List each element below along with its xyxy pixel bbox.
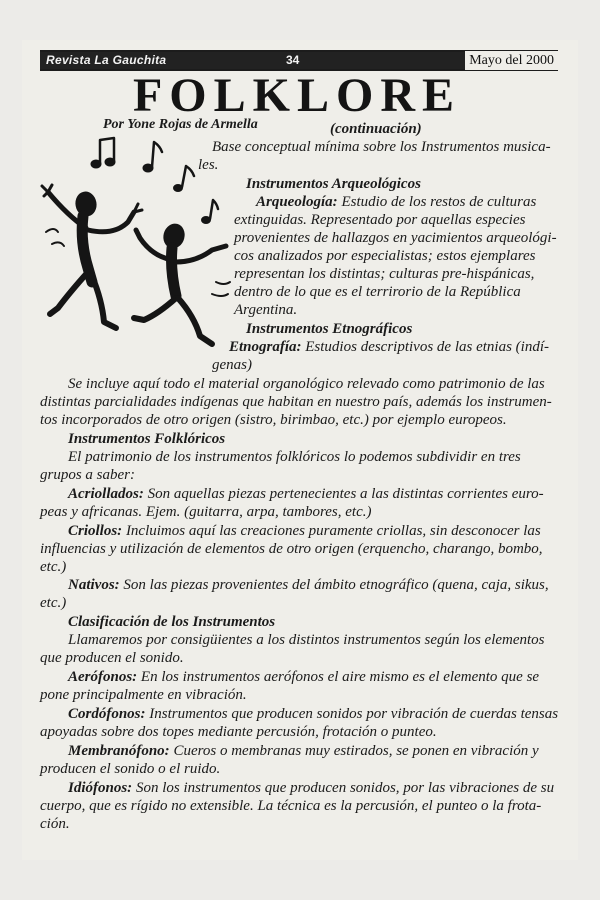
criollos-definition: Criollos: Incluimos aquí las creaciones puramente criollas, sin desconocer las — [68, 523, 541, 539]
body-line: Se incluye aquí todo el material organológico relevado como patrimonio de las — [68, 376, 545, 392]
music-note-icon — [174, 166, 195, 192]
body-line: influencias y utilización de elementos de otro origen (erquencho, charango, bombo, — [40, 541, 543, 557]
article-author: Por Yone Rojas de Armella — [103, 117, 258, 132]
issue-date: Mayo del 2000 — [465, 51, 558, 70]
body-line: ción. — [40, 816, 70, 832]
page-number: 34 — [286, 53, 300, 67]
term-arqueologia: Arqueología: — [256, 194, 338, 210]
membranofono-definition: Membranófono: Cueros o membranas muy estirados, se ponen en vibración y — [68, 743, 539, 759]
dancer-figure-left — [42, 185, 142, 328]
section-heading-clasificacion: Clasificación de los Instrumentos — [68, 614, 276, 630]
body-line: genas) — [212, 357, 252, 373]
idiofonos-definition: Idiófonos: Son los instrumentos que producen sonidos, por las vibraciones de su — [68, 780, 555, 796]
body-line: cuerpo, que es rígido no extensible. La técnica es la percusión, el punteo o la frota- — [40, 798, 542, 814]
body-line: provenientes de hallazgos en yacimientos arqueológi- — [234, 230, 557, 246]
dancer-figure-right — [134, 222, 226, 344]
nativos-definition: Nativos: Son las piezas provenientes del ámbito etnográfico (quena, caja, sikus, — [68, 577, 549, 593]
body-line: Argentina. — [234, 302, 298, 318]
article-title: FOLKLORE — [132, 69, 462, 122]
body-line: El patrimonio de los instrumentos folklóricos lo podemos subdividir en tres — [68, 449, 521, 465]
body-line: etc.) — [40, 595, 67, 611]
aerofonos-definition: Aerófonos: En los instrumentos aerófonos el aire mismo es el elemento que se — [68, 669, 540, 685]
body-line: distintas parcialidades indígenas que habitan en nuestro país, además los instrumen- — [40, 394, 552, 410]
term-nativos: Nativos: — [68, 577, 120, 593]
cordofonos-definition: Cordófonos: Instrumentos que producen sonidos por vibración de cuerdas tensas — [68, 706, 559, 722]
term-acriollados: Acriollados: — [68, 486, 144, 502]
term-etnografia: Etnografía: — [229, 339, 302, 355]
body-line: cos analizados por especialistas; estos ejemplares — [234, 248, 536, 264]
magazine-name: Revista La Gauchita — [46, 53, 167, 67]
body-line: etc.) — [40, 559, 67, 575]
music-note-icon — [143, 142, 162, 172]
arqueologia-definition: Arqueología: Estudio de los restos de culturas — [256, 194, 537, 210]
acriollados-definition: Acriollados: Son aquellas piezas pertenecientes a las distintas corrientes euro- — [68, 486, 544, 502]
body-line: tos incorporados de otro origen (sistro, birimbao, etc.) por ejemplo europeos. — [40, 412, 507, 428]
body-line: Llamaremos por consigüientes a los distintos instrumentos según los elementos — [68, 632, 545, 648]
body-line: grupos a saber: — [40, 467, 136, 483]
term-membranofono: Membranófono: — [68, 743, 170, 759]
intro-text: Base conceptual mínima sobre los Instrumentos musica- — [212, 139, 551, 155]
body-line: que producen el sonido. — [40, 650, 184, 666]
continuation-label: (continuación) — [330, 121, 422, 137]
body-line: representan los distintas; culturas pre-hispánicas, — [234, 266, 535, 282]
section-heading-arqueologicos: Instrumentos Arqueológicos — [246, 176, 421, 192]
intro-text: les. — [198, 157, 219, 173]
body-line: dentro de lo que es el terrirorio de la República — [234, 284, 521, 300]
body-line: pone principalmente en vibración. — [40, 687, 247, 703]
term-aerofonos: Aerófonos: — [68, 669, 138, 685]
section-heading-etnograficos: Instrumentos Etnográficos — [246, 321, 413, 337]
music-note-icon — [91, 138, 115, 168]
term-cordofonos: Cordófonos: — [68, 706, 146, 722]
body-line: producen el sonido o el ruido. — [40, 761, 221, 777]
body-line: apoyadas sobre dos topes mediante percusión, frotación o punteo. — [40, 724, 437, 740]
term-idiofonos: Idiófonos: — [68, 780, 133, 796]
etnografia-definition: Etnografía: Estudios descriptivos de las etnias (indí- — [229, 339, 549, 355]
page-header — [40, 50, 558, 71]
section-heading-folkloricos: Instrumentos Folklóricos — [68, 431, 226, 447]
body-line: peas y africanas. Ejem. (guitarra, arpa, tambores, etc.) — [40, 504, 372, 520]
body-line: extinguidas. Representado por aquellas especies — [234, 212, 526, 228]
music-note-icon — [202, 200, 219, 224]
term-criollos: Criollos: — [68, 523, 123, 539]
